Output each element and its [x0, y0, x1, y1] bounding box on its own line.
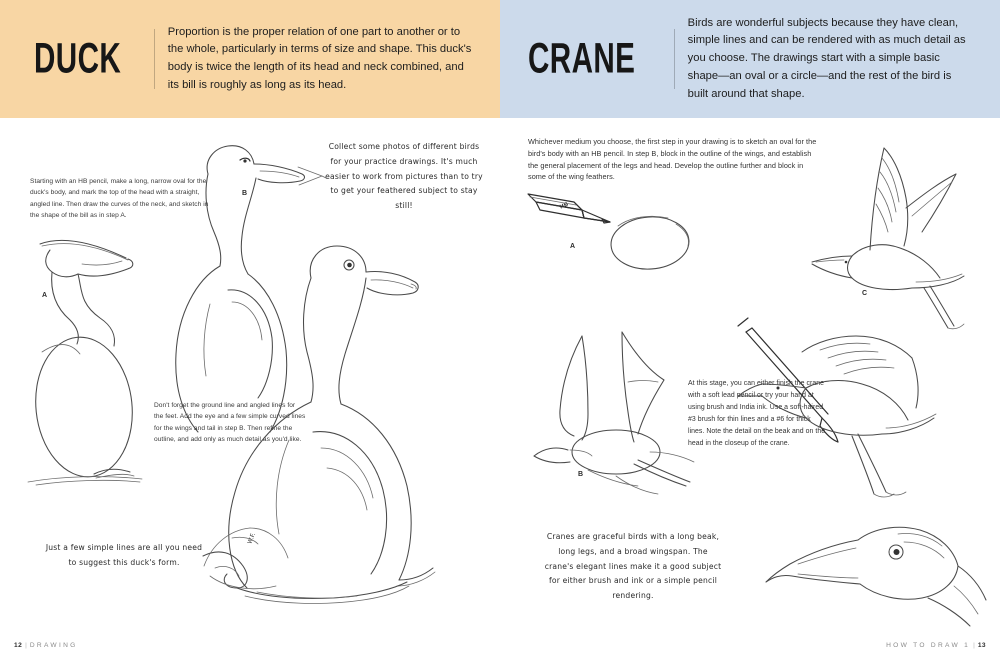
duck-step-a-note: Starting with an HB pencil, make a long, narrow oval for the duck's body, and mark the top of the head with a straight, angled line. Then draw the curves of the neck, and sketch in the shape of the bill as in step A.: [30, 178, 209, 219]
right-page-footer: [886, 642, 986, 649]
left-footer-separator: |: [25, 642, 27, 649]
header-divider-left: [154, 29, 155, 89]
left-title-wrap: [34, 31, 148, 87]
crane-head-closeup-drawing: [758, 512, 988, 632]
page-title-crane: CRANE: [528, 35, 636, 83]
header-divider-right: [674, 29, 675, 89]
crane-step-c-flying-drawing: [800, 132, 1000, 332]
right-title-wrap: [528, 31, 668, 87]
duck-photo-tip-handwritten: Collect some photos of different birds for your practice drawings. It's much easier to work from pictures than to try to get your feathered subject to stay still!: [325, 142, 483, 211]
crane-step-label-b: B: [578, 471, 584, 478]
left-page-header-band: [0, 0, 500, 118]
duck-loose-sketch: [196, 514, 316, 610]
right-footer-volume: 1: [964, 642, 971, 649]
duck-step-a-drawing: [22, 232, 172, 497]
duck-intro-paragraph: Proportion is the proper relation of one part to another or to the whole, particularly in terms of size and shape. This duck's body is twice the length of its head and neck combined, and its bill is roughly as long as its head.: [167, 25, 472, 91]
left-page-number: 12: [14, 642, 23, 649]
crane-intro-note: Whichever medium you choose, the first step in your drawing is to sketch an oval for the bird's body with an HB pencil. In step B, block in the outline of the wings, and establish the general placement of the legs and head. Develop the outline further and block in some of the wing feathers.: [528, 137, 817, 182]
left-page-footer: [14, 642, 78, 649]
duck-closing-note-handwritten: Just a few simple lines are all you need to suggest this duck's form.: [45, 543, 203, 567]
right-footer-separator: |: [973, 642, 975, 649]
crane-step-label-c: C: [862, 290, 868, 297]
artist-signature: W.F.: [246, 531, 258, 546]
right-page-crane: [500, 0, 1000, 671]
duck-step-label-a: A: [42, 292, 48, 299]
crane-step-label-a: A: [570, 243, 576, 250]
crane-intro-paragraph: Birds are wonderful subjects because they have clean, simple lines and can be rendered with as much detail as you choose. The drawings start with a simple basic shape—an oval or a circle—and the rest of the bird is built around that shape.: [687, 16, 966, 100]
right-page-header-band: [500, 0, 1000, 118]
crane-ink-note: At this stage, you can either finish the crane with a soft lead pencil or try your hand at using brush and India ink. Use a soft-haired #3 brush for thin lines and a #6 for thick lines. Note the detail on the beak and on the head in the closeup of the crane.: [688, 380, 826, 448]
left-footer-section: DRAWING: [29, 642, 78, 649]
crane-brush-drawing: [732, 326, 962, 501]
crane-step-b-drawing: [530, 330, 720, 495]
duck-step-b-note: Don't forget the ground line and angled lines for the feet. Add the eye and a few simple curved lines for the wings and tail in step B. Then refine the outline, and add only as much detail as you'd like.: [154, 402, 306, 443]
crane-step-a-drawing: [526, 188, 706, 280]
duck-step-label-b: B: [242, 190, 248, 197]
crane-closing-note-handwritten: Cranes are graceful birds with a long beak, long legs, and a broad wingspan. The crane's elegant lines make it a good subject for either brush and ink or a simple pencil rendering.: [544, 532, 722, 601]
pencil-hb-label: HB: [559, 201, 570, 211]
right-footer-section: HOW TO DRAW: [886, 642, 961, 649]
right-page-number: 13: [977, 642, 986, 649]
page-title-duck: DUCK: [34, 35, 122, 83]
